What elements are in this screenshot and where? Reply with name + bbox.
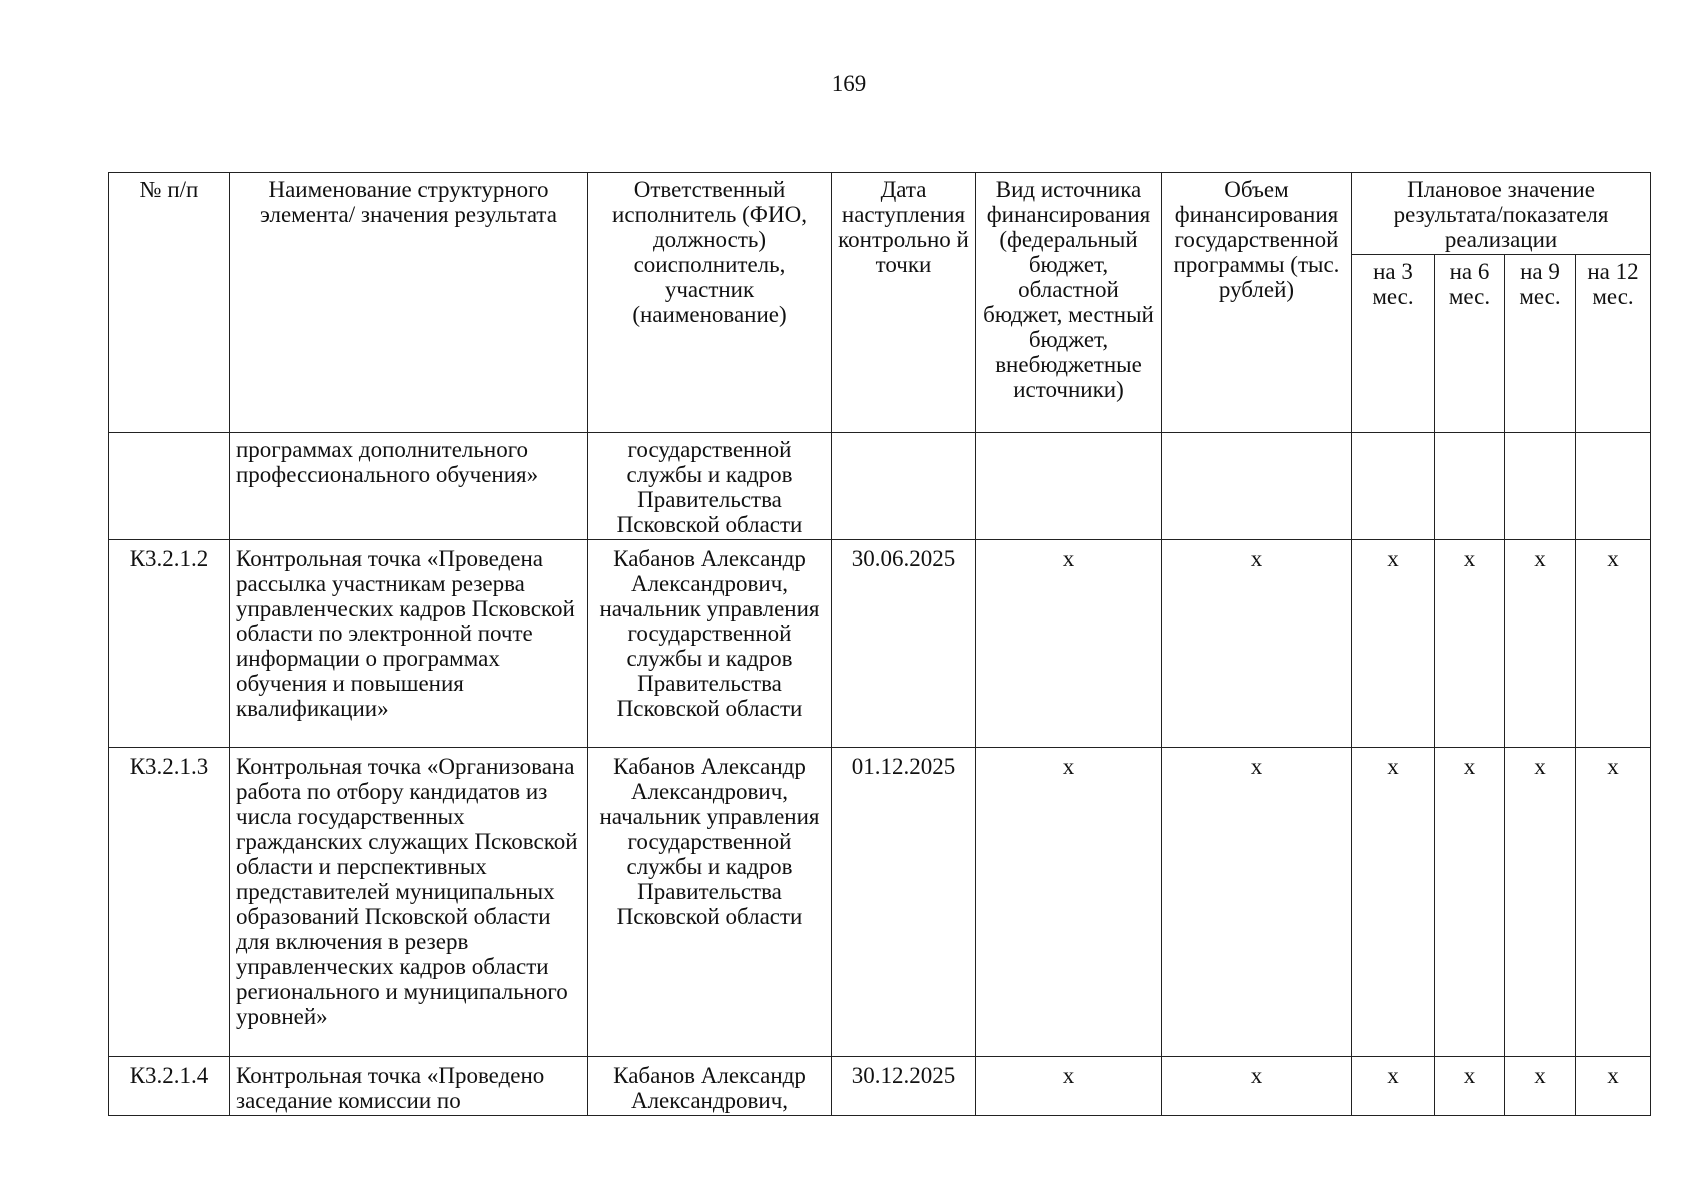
row-m3: х	[1352, 1057, 1435, 1116]
header-m9: на 9 мес.	[1505, 255, 1576, 433]
row-source	[976, 433, 1162, 540]
row-m6: х	[1435, 748, 1505, 1057]
row-responsible: Кабанов Александр Александрович, начальник управления государственной службы и кадров Правительства Псковской области	[588, 748, 832, 1057]
row-m9: х	[1505, 748, 1576, 1057]
row-volume	[1162, 433, 1352, 540]
row-date: 30.06.2025	[832, 540, 976, 748]
row-date	[832, 433, 976, 540]
row-name: Контрольная точка «Организована работа по отбору кандидатов из числа государственных гражданских служащих Псковской области и перспективных представителей муниципальных образований Псковской области для включения в резерв управленческих кадров области регионального и муниципального уровней»	[230, 748, 588, 1057]
row-code	[109, 433, 230, 540]
header-volume: Объем финансирования государственной программы (тыс. рублей)	[1162, 173, 1352, 433]
row-volume: х	[1162, 1057, 1352, 1116]
row-responsible: Кабанов Александр Александрович, начальник управления государственной службы и кадров Правительства Псковской области	[588, 540, 832, 748]
control-points-table	[108, 172, 1651, 1116]
row-m12	[1576, 433, 1651, 540]
row-volume: х	[1162, 748, 1352, 1057]
row-m3	[1352, 433, 1435, 540]
row-m12: х	[1576, 1057, 1651, 1116]
table-row	[109, 540, 1651, 748]
row-m12: х	[1576, 748, 1651, 1057]
row-responsible: государственной службы и кадров Правительства Псковской области	[588, 433, 832, 540]
row-m9: х	[1505, 1057, 1576, 1116]
row-code: К3.2.1.2	[109, 540, 230, 748]
row-date: 30.12.2025	[832, 1057, 976, 1116]
header-m6: на 6 мес.	[1435, 255, 1505, 433]
row-name: Контрольная точка «Проведена рассылка участникам резерва управленческих кадров Псковской области по электронной почте информации о программах обучения и повышения квалификации»	[230, 540, 588, 748]
header-responsible: Ответственный исполнитель (ФИО, должность) соисполнитель, участник (наименование)	[588, 173, 832, 433]
row-m9	[1505, 433, 1576, 540]
table-row	[109, 1057, 1651, 1116]
row-m12: х	[1576, 540, 1651, 748]
table-row	[109, 433, 1651, 540]
row-responsible: Кабанов Александр Александрович,	[588, 1057, 832, 1116]
row-m6: х	[1435, 540, 1505, 748]
row-m3: х	[1352, 540, 1435, 748]
header-date: Дата наступления контрольно й точки	[832, 173, 976, 433]
header-name: Наименование структурного элемента/ значения результата	[230, 173, 588, 433]
header-source: Вид источника финансирования (федеральный бюджет, областной бюджет, местный бюджет, внебюджетные источники)	[976, 173, 1162, 433]
row-volume: х	[1162, 540, 1352, 748]
row-source: х	[976, 748, 1162, 1057]
page-number: 169	[831, 71, 867, 96]
row-code: К3.2.1.4	[109, 1057, 230, 1116]
row-name: программах дополнительного профессионального обучения»	[230, 433, 588, 540]
row-m6: х	[1435, 1057, 1505, 1116]
row-m3: х	[1352, 748, 1435, 1057]
row-source: х	[976, 540, 1162, 748]
row-m9: х	[1505, 540, 1576, 748]
header-planned: Плановое значение результата/показателя реализации	[1352, 173, 1651, 255]
header-m3: на 3 мес.	[1352, 255, 1435, 433]
table-row	[109, 748, 1651, 1057]
row-source: х	[976, 1057, 1162, 1116]
header-m12: на 12 мес.	[1576, 255, 1651, 433]
row-m6	[1435, 433, 1505, 540]
header-num: № п/п	[109, 173, 230, 433]
row-date: 01.12.2025	[832, 748, 976, 1057]
row-code: К3.2.1.3	[109, 748, 230, 1057]
row-name: Контрольная точка «Проведено заседание комиссии по	[230, 1057, 588, 1116]
